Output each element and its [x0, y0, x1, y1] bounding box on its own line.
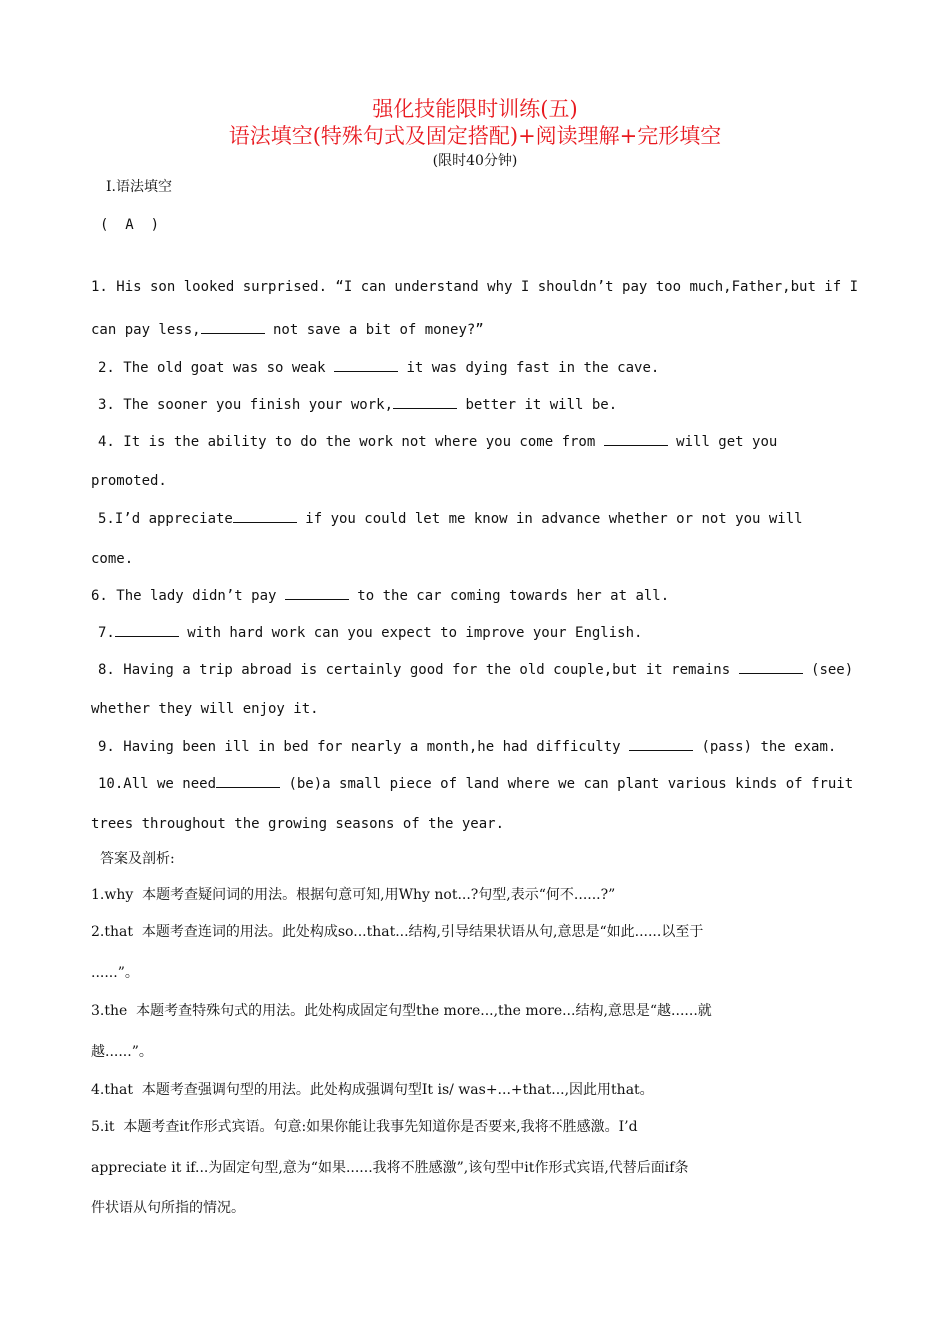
question-5-line-1: 5.I’d appreciate if you could let me know in advance whether or not you will	[98, 508, 803, 528]
time-limit: (限时40分钟)	[432, 153, 518, 169]
question-1-line-1: 1. His son looked surprised. “I can understand why I shouldn’t pay too much,Father,but if I	[91, 279, 859, 295]
answer-5-line-1: 5.it 本题考查it作形式宾语。句意:如果你能让我事先知道你是否要来,我将不胜感激。I’d	[91, 1119, 638, 1135]
answer-3-line-2: 越......”。	[91, 1044, 153, 1060]
question-9: 9. Having been ill in bed for nearly a month,he had difficulty (pass) the exam.	[98, 736, 836, 756]
answer-blank[interactable]	[115, 622, 179, 637]
question-4-line-2: promoted.	[91, 473, 167, 489]
answer-2-line-1: 2.that 本题考查连词的用法。此处构成so...that...结构,引导结果状语从句,意思是“如此......以至于	[91, 924, 704, 940]
section-heading: I.语法填空	[106, 179, 172, 195]
page-title: 强化技能限时训练(五)	[372, 97, 578, 121]
question-6: 6. The lady didn’t pay to the car coming towards her at all.	[91, 585, 669, 605]
answer-3-line-1: 3.the 本题考查特殊句式的用法。此处构成固定句型the more...,the more...结构,意思是“越......就	[91, 1003, 712, 1019]
answer-5-line-2: appreciate it if...为固定句型,意为“如果......我将不胜感激”,该句型中it作形式宾语,代替后面if条	[91, 1160, 689, 1176]
question-10-line-2: trees throughout the growing seasons of the year.	[91, 816, 505, 832]
answer-blank[interactable]	[629, 736, 693, 751]
question-7: 7. with hard work can you expect to improve your English.	[98, 622, 642, 642]
question-4-line-1: 4. It is the ability to do the work not where you come from will get you	[98, 431, 777, 451]
part-label: ( A )	[100, 217, 160, 233]
answer-blank[interactable]	[233, 508, 297, 523]
question-2: 2. The old goat was so weak it was dying fast in the cave.	[98, 357, 659, 377]
question-5-line-2: come.	[91, 551, 134, 567]
answer-4: 4.that 本题考查强调句型的用法。此处构成强调句型It is/ was+...+that...,因此用that。	[91, 1082, 654, 1098]
answer-blank[interactable]	[334, 357, 398, 372]
answer-blank[interactable]	[393, 394, 457, 409]
question-1-line-2: can pay less, not save a bit of money?”	[91, 319, 484, 339]
question-10-line-1: 10.All we need (be)a small piece of land where we can plant various kinds of fruit	[98, 773, 853, 793]
answer-blank[interactable]	[739, 659, 803, 674]
answer-5-line-3: 件状语从句所指的情况。	[91, 1200, 245, 1216]
answer-blank[interactable]	[216, 773, 280, 788]
question-8-line-2: whether they will enjoy it.	[91, 701, 319, 717]
answer-blank[interactable]	[604, 431, 668, 446]
answer-2-line-2: ......”。	[91, 965, 139, 981]
question-3: 3. The sooner you finish your work, better it will be.	[98, 394, 617, 414]
page-subtitle: 语法填空(特殊句式及固定搭配)+阅读理解+完形填空	[228, 124, 722, 148]
answer-blank[interactable]	[201, 319, 265, 334]
answers-heading: 答案及剖析:	[100, 851, 175, 867]
answer-blank[interactable]	[285, 585, 349, 600]
answer-1: 1.why 本题考查疑问词的用法。根据句意可知,用Why not...?句型,表示“何不......?”	[91, 887, 616, 903]
question-8-line-1: 8. Having a trip abroad is certainly good for the old couple,but it remains (see)	[98, 659, 853, 679]
